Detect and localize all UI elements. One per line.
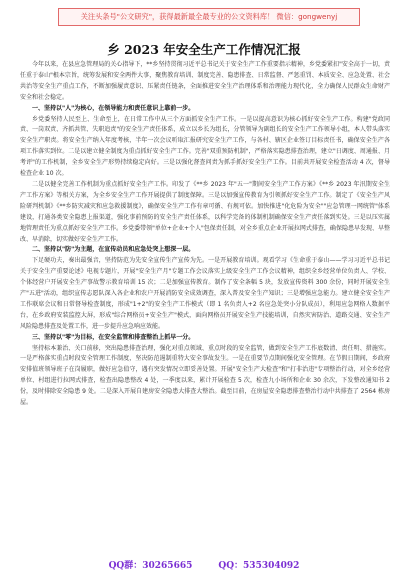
body-paragraph: 二是以健全完善工作机制为重点抓好安全生产工作。印发了《**乡 2023 年"五一"期间安全生产工作方案》《**乡 2023 年汛期安全生产工作方案》等相关方案，为全乡安全生产工作开展提供了制度保障。三是以加强宣传教育为引领抓好安全生产工作。制定了《安全生产风险研判机制》《**乡防灾减灾和应急救援制度》，确保安全生产工作有章可循、有规可依。加快推进"化危险为安全""应急管理一网统管"体系建设，打通各类安全隐患上报渠道，强化事前预防的安全生产责任体系，以科学完备的体制机制确保安全生产责任落到实处。三是以压实属地管理责任为重点抓好安全生产工作。乡党委带领"单位+企业+个人"包保责任制，对全乡重点企业开展拉网式排查，确保隐患早发现、早整改、早消除，切实做好安全生产工作。	[20, 180, 390, 243]
promo-banner: 关注头条号"公文研究"，获得最新最全最专业的公文资料库！ 微信：gongwenyj	[58, 8, 360, 26]
contact-footer	[0, 558, 408, 574]
qq-group-number: QQ群：30265665	[108, 561, 193, 571]
section-heading: 二、坚持以"防"为主题，在宣传动员和应急处突上想深一层。	[32, 246, 195, 254]
qq-number: QQ：535304092	[218, 561, 300, 571]
section-heading: 一、坚持以"人"为核心，在领导能力和责任意识上靠前一步。	[32, 104, 195, 112]
body-paragraph: 今年以来，在县应急管理局的关心指导下，**乡坚持贯彻习近平总书记关于安全生产工作重要指示精神，乡党委紧扣"安全高于一切，责任重于泰山"根本宗旨，统筹发展和安全两件大事，聚焦教育培训、制度完善、隐患排查、日常监督、严惩重罚、本质安全、应急处置、社会共治等安全生产重点工作，不断加强履责意识、压紧责任链条，全面推进安全生产治理体系和治理能力现代化，全力确保人民群众生命财产安全和社会稳定。	[20, 61, 390, 101]
body-paragraph: 坚持标本兼治、关口前移，突出隐患排查治理，强化对重点领域、重点时段的安全监管，做到安全生产工作底数清、责任明、措施实。一是严格落实重点时段安全管理工作制度，坚决防范遏制重特大安全事故发生。一是在重要节点期间强化安全管理。在节假日期间，乡政府安排值班领导班子在岗履职，做好应急值守，遇有突发情况立即妥善处置。开展"安全生产大检查"和"打非治违"专项整治行动，对全乡经营单位、村组进行拉网式排查，检查出隐患整改 4 处，一季度以来，累计开展检查 5 次，检查九小场所和企业 30 余次，下发整改通知书 2 份，及时排除安全隐患 9 处。二是深入开展自建房安全隐患大排查大整治。截至目前，在房屋安全隐患排查整治行动中共排查了 2564 栋房屋。	[20, 344, 390, 407]
section-heading: 三、坚持以"零"为目标，在安全监管和排查整治上抓早一分。	[32, 333, 195, 341]
document-body	[20, 60, 390, 550]
document-title: 乡 2023 年安全生产工作情况汇报	[107, 42, 301, 57]
body-paragraph: 乡党委坚持人民至上、生命至上，在日常工作中从三个方面抓安全生产工作。一是以提高意识为核心抓好安全生产工作。构建"党政同责、一岗双责、齐抓共管、失职追责"的安全生产责任体系，成立以乡长为组长，分管领导为副组长的安全生产工作领导小组，本人带头落实安全生产职责。将安全生产纳入年度考核，半年一次会议听取汇报研究安全生产工作，与各村、辖区企业签订目标责任书，确保安全生产各项工作落实到位。二是以建立健全制度为重点抓好安全生产工作。完善"双重预防机制"，严格落实隐患排查治理，建立"日调度、周通报、月考评"的工作机制，全乡安全生产形势持续稳定向好。三是以强化督查问责为抓手抓好安全生产工作。目前共开展安全检查活动 4 次，督导检查企业 10 次。	[20, 115, 390, 178]
body-paragraph: 下足硬功夫，奏出最强音，坚持防范为先安全宣传生产宣传为先。一是开展教育培训。观看学习《生命重于泰山——学习习近平总书记关于安全生产重要论述》电视专题片，开展"安全生产月"专题工作会议落实上级安全生产工作会议精神，组织全乡经营单位负责人、学校、个体经营户开展安全生产事故警示教育培训 15 次；二是加强宣传教育。制作了安全条幅 5 块，发放宣传资料 300 余份，同时开展安全生产"五进"活动，组织宣传志愿队深入各企业和农户开展消防安全成效调查，深入普及安全生产知识；三是增强应急能力。建立健全安全生产工作联席会议和日常督导检查制度，形成"1+2"的安全生产工作模式（即 1 名负责人+2 名应急处突小分队成员），利用应急网格人数据平台，在乡政府安装监控大屏，形成"综合网格员+安全生产"模式，面向网格员开展安全生产技能培训，自然灾害防治、道路交通、安全生产风险隐患排查及处置工作，进一步提升应急响应效能。	[20, 257, 390, 330]
